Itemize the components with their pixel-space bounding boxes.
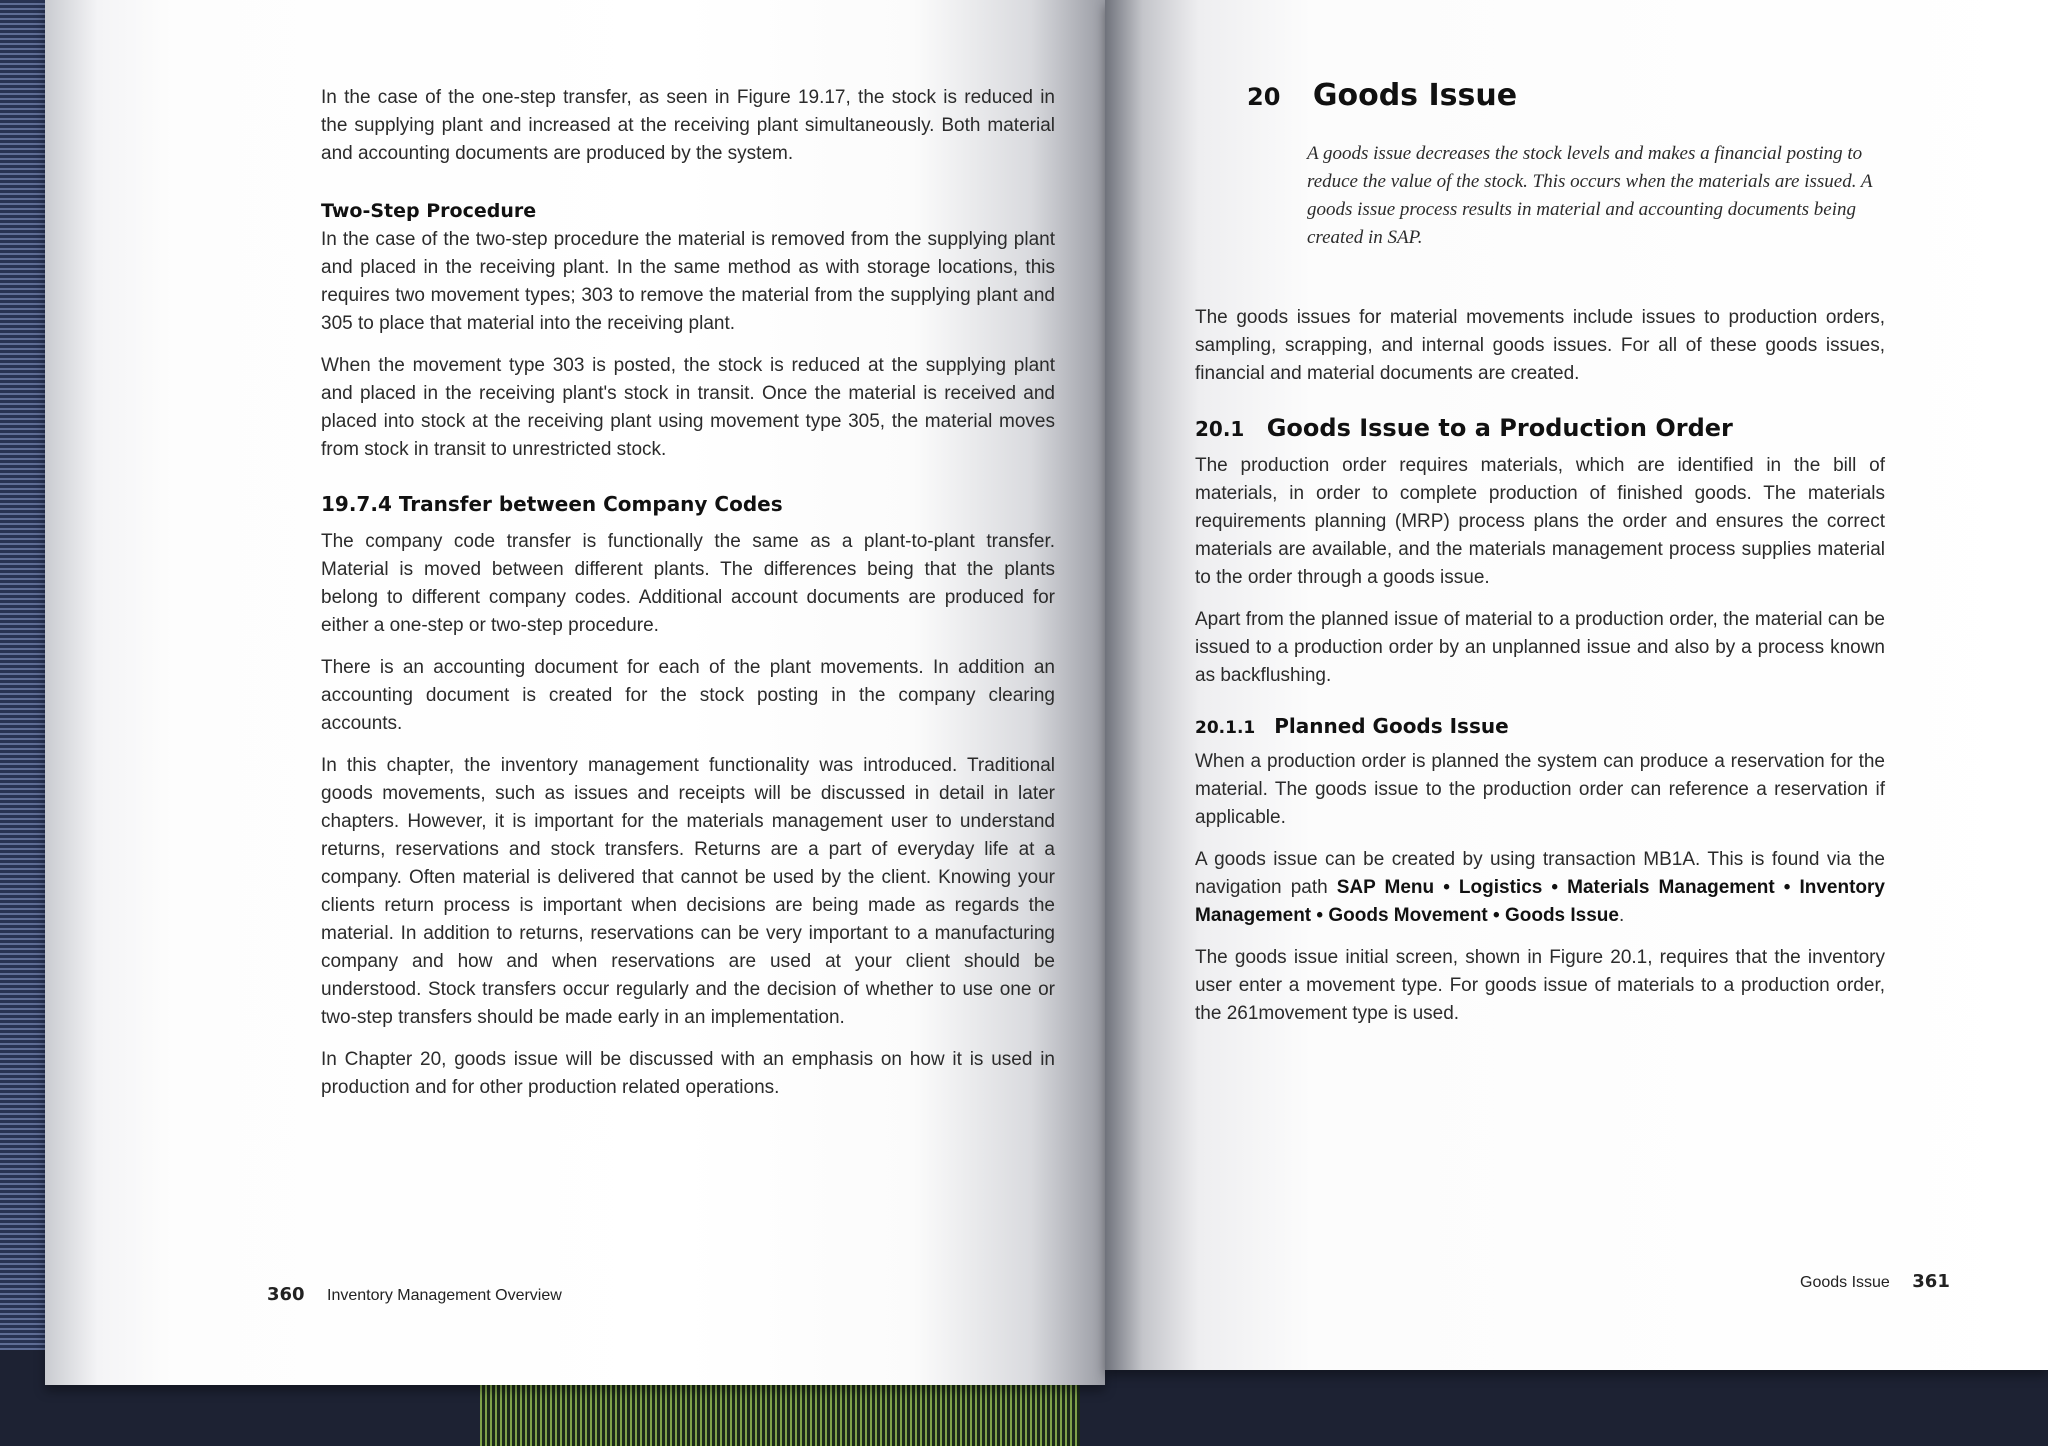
right-page-number: 361 [1912, 1271, 1950, 1292]
para-5-start: A goods issue can be created by using transaction MB1A. This is found via the navigation path [1195, 849, 1885, 898]
section-heading-20-1 [1195, 414, 1885, 442]
left-para-1: In the case of the one-step transfer, as seen in Figure 19.17, the stock is reduced in the supplying plant and increased at the receiving plant simultaneously. Both material and accounting documents are produced by the system. [321, 87, 1055, 164]
binding-band [480, 1378, 1080, 1446]
subsection-number: 20.1.1 [1195, 718, 1256, 738]
right-page-text [1195, 304, 1885, 1042]
two-step-heading: Two-Step Procedure [321, 200, 537, 222]
section-title: Goods Issue to a Production Order [1266, 414, 1733, 442]
left-page-number: 360 [267, 1284, 305, 1305]
chapter-number: 20 [1247, 83, 1281, 111]
left-para-2: In the case of the two-step procedure the material is removed from the supplying plant and placed in the receiving plant. In the same method as with storage locations, this requires two movement types; 303 to remove the material from the supplying plant and 305 to place that material into the receiving plant. [321, 229, 1055, 334]
right-para-3: Apart from the planned issue of material to a production order, the material can be issued to a production order by an unplanned issue and also by a process known as backflushing. [1195, 609, 1885, 686]
right-page [1105, 0, 2048, 1370]
subsection-title: Planned Goods Issue [1274, 714, 1509, 738]
right-para-5 [1195, 846, 1885, 930]
chapter-intro: A goods issue decreases the stock levels and makes a financial posting to reduce the value of the stock. This occurs when the materials are issued. A goods issue process results in material and accounting documents being created in SAP. [1307, 143, 1873, 248]
right-footer [1800, 1271, 1950, 1292]
chapter-title: Goods Issue [1312, 78, 1518, 113]
left-running-title: Inventory Management Overview [327, 1287, 562, 1304]
left-para-3: When the movement type 303 is posted, the stock is reduced at the supplying plant and placed in the receiving plant's stock in transit. Once the material is received and placed into stock at the receiving plant using movement type 305, the material moves from stock in transit to unrestricted stock. [321, 355, 1055, 460]
chapter-heading [1247, 78, 1517, 113]
section-number: 20.1 [1195, 417, 1245, 441]
left-para-6: In this chapter, the inventory management functionality was introduced. Traditional goods movements, such as issues and receipts will be discussed in detail in later chapters. However, it is important for the materials management user to understand returns, reservations and stock transfers. Returns are a part of everyday life at a company. Often material is delivered that cannot be used by the client. Knowing your clients return process is important when decisions are being made as regards the material. In addition to returns, reservations can be very important to a manufacturing company and how and when reservations are used at your client should be understood. Stock transfers occur regularly and the decision of whether to use one or two-step transfers should be made early in an implementation. [321, 755, 1055, 1028]
right-para-4: When a production order is planned the system can produce a reservation for the material. The goods issue to the production order can reference a reservation if applicable. [1195, 751, 1885, 828]
left-page [45, 0, 1105, 1385]
section-title: Transfer between Company Codes [398, 492, 783, 516]
subsection-heading-20-1-1 [1195, 714, 1885, 738]
right-para-2: The production order requires materials, which are identified in the bill of materials, in order to complete production of finished goods. The materials requirements planning (MRP) process plans the order and ensures the correct materials are available, and the materials management process supplies material to the order through a goods issue. [1195, 455, 1885, 588]
navigation-path: SAP Menu • Logistics • Materials Management • Inventory Management • Goods Movement • Goods Issue [1195, 877, 1885, 926]
para-5-end: . [1618, 905, 1625, 926]
section-heading-19-7-4 [321, 492, 1055, 516]
right-para-6: The goods issue initial screen, shown in Figure 20.1, requires that the inventory user enter a movement type. For goods issue of materials to a production order, the 261movement type is used. [1195, 947, 1885, 1024]
page-edge-stripes [0, 0, 48, 1350]
left-page-text [321, 84, 1055, 1116]
left-para-5: There is an accounting document for each of the plant movements. In addition an accounting document is created for the stock posting in the company clearing accounts. [321, 657, 1055, 734]
left-para-7: In Chapter 20, goods issue will be discussed with an emphasis on how it is used in production and for other production related operations. [321, 1049, 1055, 1098]
right-para-1: The goods issues for material movements include issues to production orders, sampling, scrapping, and internal goods issues. For all of these goods issues, financial and material documents are created. [1195, 307, 1885, 384]
right-running-title: Goods Issue [1800, 1274, 1890, 1291]
left-para-4: The company code transfer is functionally the same as a plant-to-plant transfer. Material is moved between different plants. The differences being that the plants belong to different company codes. Additional account documents are produced for either a one-step or two-step procedure. [321, 531, 1055, 636]
left-footer [267, 1284, 562, 1305]
section-number: 19.7.4 [321, 492, 392, 516]
